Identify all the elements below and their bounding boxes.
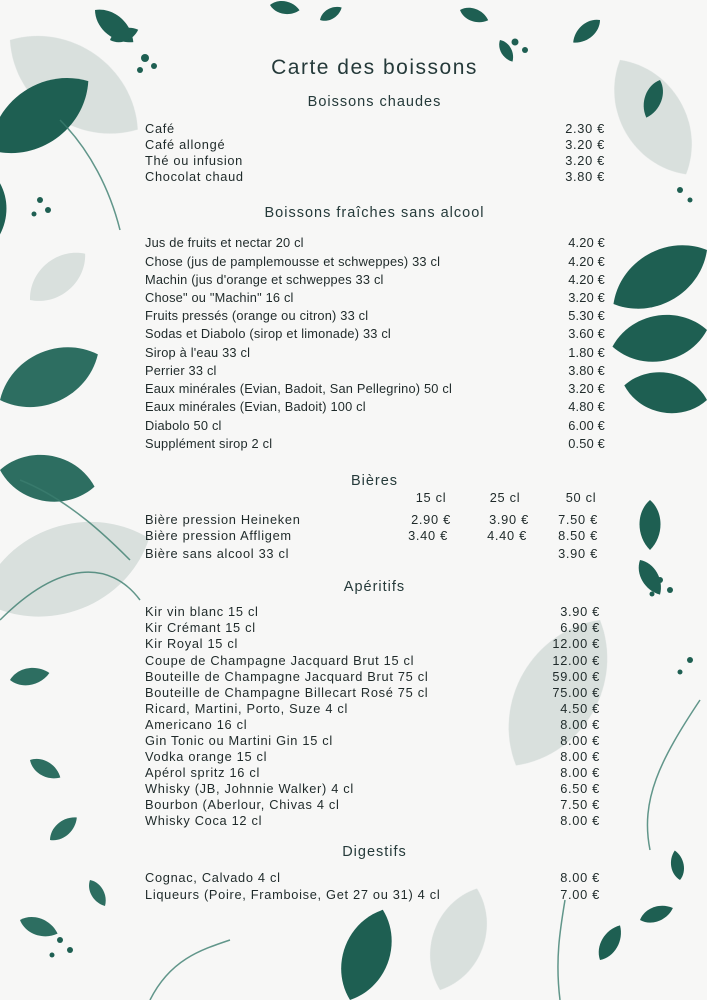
section-title-hot-drinks: Boissons chaudes (307, 94, 442, 110)
menu-item: Bouteille de Champagne Jacquard Brut 75 cl 59.00 € (145, 669, 600, 684)
menu-item: Vodka orange 15 cl 8.00 € (145, 749, 600, 764)
menu-item: Chose" ou "Machin" 16 cl 3.20 € (145, 290, 605, 305)
menu-item: Whisky Coca 12 cl 8.00 € (145, 813, 600, 828)
menu-item: Diabolo 50 cl 6.00 € (145, 418, 605, 433)
menu-item: Apérol spritz 16 cl 8.00 € (145, 765, 600, 780)
menu-item: Ricard, Martini, Porto, Suze 4 cl 4.50 € (145, 701, 600, 716)
menu-item: Supplément sirop 2 cl 0.50 € (145, 436, 605, 451)
menu-item: Café allongé 3.20 € (145, 137, 605, 152)
menu-item: Café 2.30 € (145, 121, 605, 136)
menu-item: Kir Royal 15 cl 12.00 € (145, 636, 600, 651)
beer-size-header-25: 25 cl (489, 490, 521, 505)
menu-item: Cognac, Calvado 4 cl 8.00 € (145, 870, 600, 885)
section-title-beers: Bières (350, 473, 399, 489)
menu-item: Chose (jus de pamplemousse et schweppes) 33 cl 4.20 € (145, 254, 605, 269)
menu-item: Chocolat chaud 3.80 € (145, 169, 605, 184)
menu-item: Americano 16 cl 8.00 € (145, 717, 600, 732)
menu-item: Kir vin blanc 15 cl 3.90 € (145, 604, 600, 619)
beer-size-header-50: 50 cl (565, 490, 597, 505)
beer-item: Bière pression Heineken 2.90 € 3.90 € 7.50 € (145, 512, 598, 527)
menu-item: Eaux minérales (Evian, Badoit, San Pellegrino) 50 cl 3.20 € (145, 381, 605, 396)
section-title-digestifs: Digestifs (342, 844, 407, 860)
beer-item: Bière sans alcool 33 cl 3.90 € (145, 546, 598, 561)
menu-item: Sirop à l'eau 33 cl 1.80 € (145, 345, 605, 360)
beer-item: Bière pression Affligem 3.40 € 4.40 € 8.50 € (145, 528, 598, 543)
menu-item: Gin Tonic ou Martini Gin 15 cl 8.00 € (145, 733, 600, 748)
menu-item: Thé ou infusion 3.20 € (145, 153, 605, 168)
menu-item: Sodas et Diabolo (sirop et limonade) 33 cl 3.60 € (145, 326, 605, 341)
menu-item: Bourbon (Aberlour, Chivas 4 cl 7.50 € (145, 797, 600, 812)
page-title: Carte des boissons (271, 56, 478, 79)
menu-item: Eaux minérales (Evian, Badoit) 100 cl 4.80 € (145, 399, 605, 414)
menu-item: Fruits pressés (orange ou citron) 33 cl 5.30 € (145, 308, 605, 323)
section-title-cold-drinks: Boissons fraîches sans alcool (264, 205, 485, 221)
menu-item: Bouteille de Champagne Billecart Rosé 75 cl 75.00 € (145, 685, 600, 700)
section-title-aperitifs: Apéritifs (343, 579, 406, 595)
menu-item: Machin (jus d'orange et schweppes 33 cl 4.20 € (145, 272, 605, 287)
menu-item: Whisky (JB, Johnnie Walker) 4 cl 6.50 € (145, 781, 600, 796)
menu-item: Perrier 33 cl 3.80 € (145, 363, 605, 378)
beer-size-header-15: 15 cl (415, 490, 447, 505)
menu-item: Jus de fruits et nectar 20 cl 4.20 € (145, 235, 605, 250)
menu-item: Liqueurs (Poire, Framboise, Get 27 ou 31) 4 cl 7.00 € (145, 887, 600, 902)
menu-item: Kir Crémant 15 cl 6.90 € (145, 620, 600, 635)
menu-item: Coupe de Champagne Jacquard Brut 15 cl 12.00 € (145, 653, 600, 668)
